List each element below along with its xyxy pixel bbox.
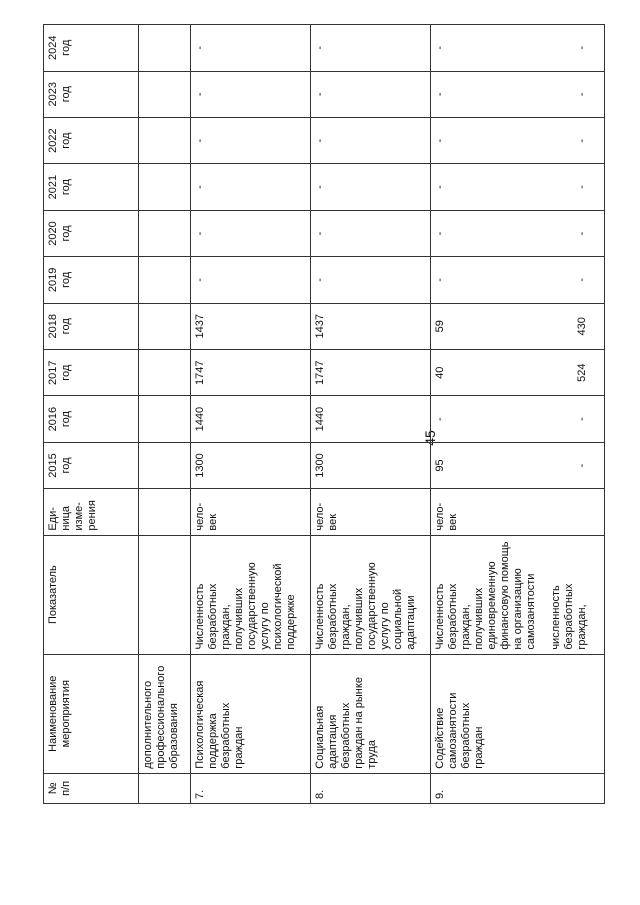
table-row <box>431 25 605 804</box>
table-row <box>139 25 191 804</box>
row-value: 1437 <box>311 303 431 349</box>
row-num: 7. <box>191 773 311 803</box>
indicator-line: численность безработных граждан, <box>550 583 588 650</box>
row-value: - <box>191 117 311 163</box>
rotated-table-container <box>43 24 588 804</box>
value-line: - <box>434 45 446 50</box>
value-line: - <box>576 185 588 189</box>
header-name: Наименование мероприятия <box>44 654 139 773</box>
row-value: - <box>311 257 431 303</box>
row-indicator: Численность безработных граждан, получивших государственную услугу по социальной адаптации <box>311 535 431 654</box>
row-value <box>431 303 605 349</box>
header-unit: Еди-ница изме-рения <box>44 489 139 535</box>
row-indicator: Численность безработных граждан, получивших государственную услугу по психологической поддержке <box>191 535 311 654</box>
header-row <box>44 25 139 804</box>
row-value <box>139 164 191 210</box>
row-value <box>139 396 191 442</box>
value-line: - <box>576 231 588 236</box>
row-value <box>431 257 605 303</box>
row-name: дополнительного профессионального образования <box>139 654 191 773</box>
value-line: - <box>434 92 446 97</box>
row-value: - <box>191 164 311 210</box>
row-value <box>431 164 605 210</box>
value-line: 95 <box>434 459 446 472</box>
value-line: - <box>576 138 588 143</box>
header-indicator: Показатель <box>44 535 139 654</box>
row-value: - <box>191 71 311 117</box>
row-value <box>431 349 605 395</box>
header-year: 2018 год <box>44 303 139 349</box>
row-value: 1440 <box>311 396 431 442</box>
indicator-line: Численность безработных граждан, получивших единовременную финансовую помощь на организацию самозанятости <box>434 541 537 650</box>
value-line: 524 <box>576 363 588 382</box>
header-year: 2021 год <box>44 164 139 210</box>
row-name: Содействие самозанятости безработных граждан <box>431 654 605 773</box>
table-row <box>191 25 311 804</box>
row-value: - <box>311 25 431 72</box>
page-number: 45 <box>422 430 438 446</box>
row-unit <box>139 489 191 535</box>
row-unit: чело-век <box>311 489 431 535</box>
row-value <box>139 25 191 72</box>
header-year: 2020 год <box>44 210 139 256</box>
row-value <box>139 117 191 163</box>
row-value: 1300 <box>191 442 311 488</box>
value-line: - <box>434 231 446 236</box>
value-line: 430 <box>576 317 588 336</box>
row-indicator <box>431 535 605 654</box>
row-value: - <box>191 210 311 256</box>
value-line: - <box>434 138 446 143</box>
row-num: 8. <box>311 773 431 803</box>
header-num: № п/п <box>44 773 139 803</box>
value-line: - <box>434 417 446 421</box>
row-name: Психологическая поддержка безработных граждан <box>191 654 311 773</box>
value-line: - <box>576 417 588 421</box>
value-line: 40 <box>434 366 446 379</box>
row-name: Социальная адаптация безработных граждан на рынке труда <box>311 654 431 773</box>
table-frame <box>43 24 588 804</box>
value-line: - <box>434 185 446 189</box>
row-value: - <box>311 164 431 210</box>
value-line: - <box>434 278 446 282</box>
row-value <box>139 303 191 349</box>
row-value <box>431 210 605 256</box>
row-value <box>431 117 605 163</box>
header-year: 2022 год <box>44 117 139 163</box>
header-year: 2023 год <box>44 71 139 117</box>
row-value <box>139 442 191 488</box>
row-value <box>139 71 191 117</box>
header-year: 2019 год <box>44 257 139 303</box>
row-value <box>431 396 605 442</box>
header-year: 2017 год <box>44 349 139 395</box>
row-value: - <box>311 210 431 256</box>
header-year: 2024 год <box>44 25 139 72</box>
value-line: 59 <box>434 320 446 333</box>
row-value <box>431 442 605 488</box>
row-value: 1747 <box>311 349 431 395</box>
row-unit: чело-век <box>191 489 311 535</box>
row-value: - <box>311 117 431 163</box>
table-row <box>311 25 431 804</box>
row-value <box>431 71 605 117</box>
row-value: 1300 <box>311 442 431 488</box>
header-year: 2016 год <box>44 396 139 442</box>
row-value: - <box>191 257 311 303</box>
row-value <box>139 349 191 395</box>
value-line: - <box>576 278 588 282</box>
row-unit: чело-век <box>431 489 605 535</box>
row-value: 1440 <box>191 396 311 442</box>
row-value <box>139 210 191 256</box>
row-value: - <box>311 71 431 117</box>
data-table <box>43 24 605 804</box>
value-line: - <box>576 45 588 50</box>
row-value: 1437 <box>191 303 311 349</box>
value-line: - <box>576 463 588 468</box>
row-num: 9. <box>431 773 605 803</box>
row-num <box>139 773 191 803</box>
header-year: 2015 год <box>44 442 139 488</box>
row-value <box>431 25 605 72</box>
row-value: 1747 <box>191 349 311 395</box>
row-value: - <box>191 25 311 72</box>
row-indicator <box>139 535 191 654</box>
row-value <box>139 257 191 303</box>
value-line: - <box>576 92 588 97</box>
